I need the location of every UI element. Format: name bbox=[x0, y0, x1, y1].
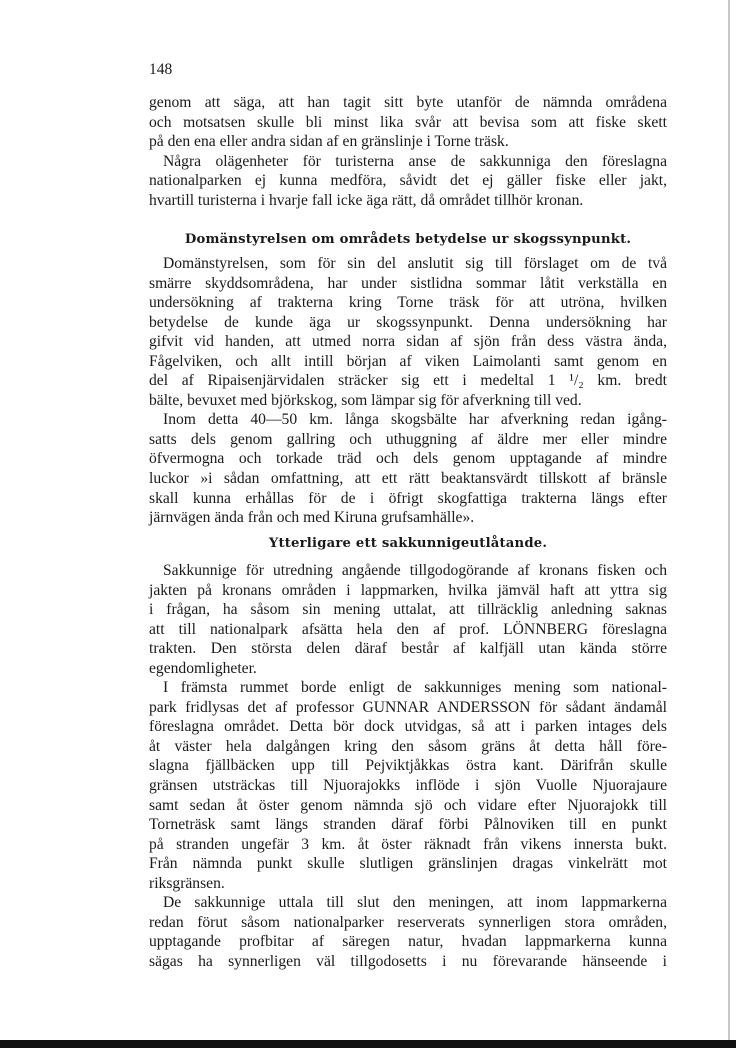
text-line: De sakkunnige uttala till slut den meningen, att inom lappmarkerna bbox=[163, 894, 667, 912]
text-line: åt väster hela dalgången kring den såsom gräns åt detta håll före- bbox=[149, 737, 667, 755]
scan-right-edge bbox=[728, 0, 730, 1040]
text-line: trakten. Den största delen däraf består af kalfjäll utan kända större bbox=[149, 640, 667, 658]
text-line: satts dels genom gallring och uthuggning af äldre mer eller mindre bbox=[149, 430, 667, 448]
text-line: undersökning af trakterna kring Torne träsk för att utröna, hvilken bbox=[149, 294, 667, 312]
text-line: att till nationalpark afsätta hela den af prof. LÖNNBERG föreslagna bbox=[149, 620, 667, 638]
text-line: upptagande profbitar af säregen natur, hvadan lappmarkerna kunna bbox=[149, 933, 667, 951]
paragraph-block-2 bbox=[149, 254, 667, 528]
page-number: 148 bbox=[149, 61, 173, 78]
text-line: järnvägen ända från och med Kiruna grufsamhälle». bbox=[149, 509, 475, 527]
text-line: luckor »i sådan omfattning, att ett rätt beaktansvärdt tillskott af bränsle bbox=[149, 470, 667, 488]
text-line: slagna fjällbäcken upp till Pejviktjåkkas östra kant. Därifrån skulle bbox=[149, 757, 667, 775]
text-line: bälte, bevuxet med björkskog, som lämpar sig för afverkning till ved. bbox=[149, 391, 582, 409]
paragraph-block-1 bbox=[149, 93, 667, 210]
section-heading-sakkunnigeutlatande: Ytterligare ett sakkunnigeutlåtande. bbox=[268, 536, 548, 551]
text-line: nationalparken ej kunna medföra, såvidt det ej gäller fiske eller jakt, bbox=[149, 172, 667, 190]
text-line: på den ena eller andra sidan af en gränslinje i Torne träsk. bbox=[149, 133, 509, 151]
paragraph-block-3 bbox=[149, 561, 667, 971]
text-line: sägas ha synnerligen väl tillgodosetts i nu förevarande hänseende i bbox=[149, 952, 667, 970]
text-line: Från nämnda punkt skulle slutligen gränslinjen dragas vinkelrätt mot bbox=[149, 855, 667, 873]
text-line: skall kunna erhållas för de i öfrigt skogfattiga trakterna längs efter bbox=[149, 489, 667, 507]
text-line: hvartill turisterna i hvarje fall icke äga rätt, då området tillhör kronan. bbox=[149, 191, 584, 209]
text-line: betydelse de kunde äga ur skogssynpunkt. Denna undersökning har bbox=[149, 313, 667, 331]
section-heading-domanstyrelsen: Domänstyrelsen om områdets betydelse ur skogssynpunkt. bbox=[184, 232, 632, 247]
text-line: smärre skyddsområdena, har under sistlidna sommar låtit verkställa en bbox=[149, 274, 667, 292]
text-line: redan förut såsom nationalparker reserverats synnerligen stora områden, bbox=[149, 913, 667, 931]
text-line: park fridlysas det af professor GUNNAR ANDERSSON för sådant ändamål bbox=[149, 698, 667, 716]
text-line: och motsatsen skulle bli minst lika svår att bevisa som att fiske skett bbox=[149, 113, 667, 131]
text-line: Några olägenheter för turisterna anse de sakkunniga den föreslagna bbox=[163, 152, 667, 170]
text-line: i frågan, ha såsom sin mening uttalat, att tillräcklig anledning saknas bbox=[149, 601, 667, 619]
text-line: gifvit vid handen, att utmed norra sidan af sjön från dess västra ända, bbox=[149, 333, 667, 351]
text-line: Domänstyrelsen, som för sin del anslutit sig till förslaget om de två bbox=[163, 255, 667, 272]
text-line: på stranden ungefär 3 km. åt öster räknadt från vikens innersta bukt. bbox=[149, 835, 667, 853]
text-line: Sakkunnige för utredning angående tillgodogörande af kronans fisken och bbox=[163, 562, 667, 579]
text-line: samt sedan åt öster genom nämnda sjö och vidare efter Njuorajokk till bbox=[149, 796, 667, 814]
text-line: genom att säga, att han tagit sitt byte utanför de nämnda områdena bbox=[149, 94, 667, 111]
text-line: jakten på kronans områden i lappmarken, hvilka jämväl haft att yttra sig bbox=[149, 581, 667, 599]
text-line: Torneträsk samt längs stranden däraf förbi Pålnoviken till en punkt bbox=[149, 816, 667, 834]
text-line: öfvermogna och torkade träd och dels genom upptagande af mindre bbox=[149, 450, 667, 468]
text-line: del af Ripaisenjärvidalen sträcker sig ett i medeltal 1 ¹/₂ km. bredt bbox=[149, 372, 667, 390]
text-line: egendomligheter. bbox=[149, 659, 257, 677]
text-line: föreslagna området. Detta bör dock utvidgas, så att i parken intages dels bbox=[149, 718, 667, 736]
text-line: riksgränsen. bbox=[149, 874, 225, 892]
text-line: Fågelviken, och allt intill början af viken Laimolanti samt genom en bbox=[149, 352, 667, 370]
text-line: Inom detta 40—50 km. långa skogsbälte har afverkning redan igång- bbox=[163, 411, 667, 429]
text-line: I främsta rummet borde enligt de sakkunniges mening som national- bbox=[163, 679, 667, 697]
text-line: gränsen utsträckas till Njuorajokks inflöde i sjön Vuolle Njuorajaure bbox=[149, 777, 667, 795]
scan-bottom-edge bbox=[0, 1040, 736, 1048]
